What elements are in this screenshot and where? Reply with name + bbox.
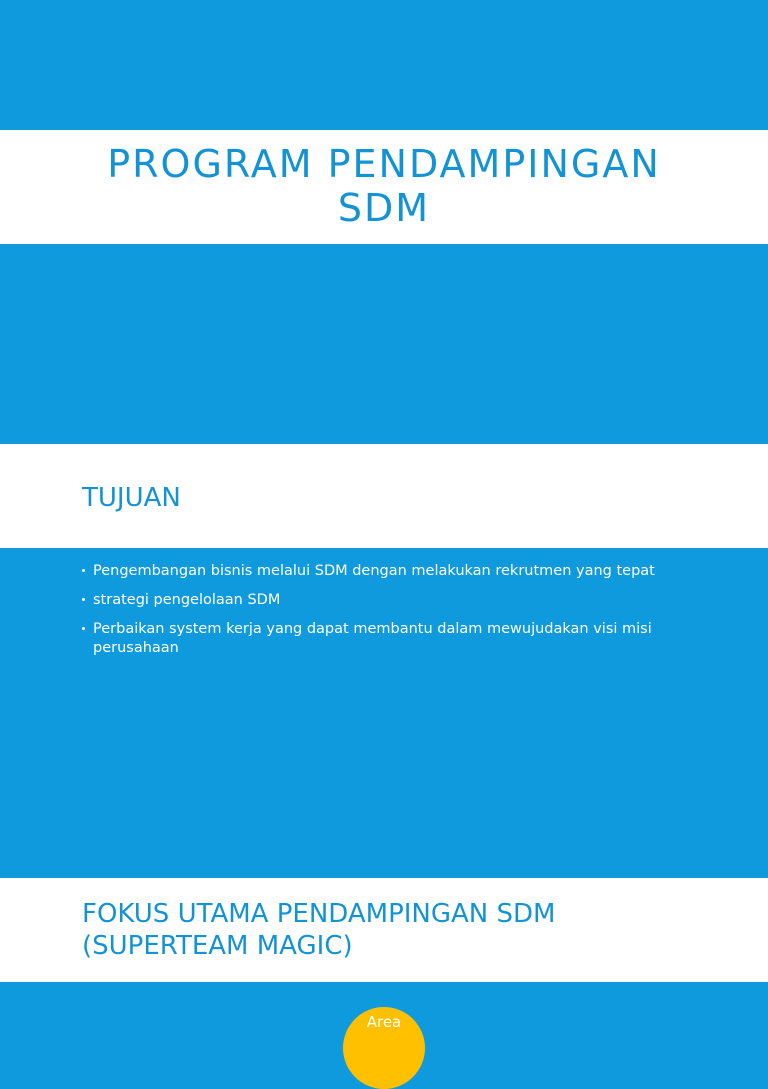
bullet-item xyxy=(82,620,682,658)
area-circle-label: Area xyxy=(366,1013,402,1031)
area-circle xyxy=(343,1007,425,1089)
bullet-item xyxy=(82,591,682,610)
bullet-text: Pengembangan bisnis melalui SDM dengan melakukan rekrutmen yang tepat xyxy=(93,563,655,579)
slide-2-title: TUJUAN xyxy=(82,483,181,513)
bullet-text: strategi pengelolaan SDM xyxy=(93,592,281,608)
slide-3-title xyxy=(82,898,702,962)
slide-3-title-line-2: (SUPERTEAM MAGIC) xyxy=(82,931,353,961)
bullet-list xyxy=(82,562,682,668)
slide-1-title xyxy=(0,142,768,230)
bullet-item xyxy=(82,562,682,581)
slide-1-title-line-1: PROGRAM PENDAMPINGAN xyxy=(107,142,661,186)
slide-3-title-line-1: FOKUS UTAMA PENDAMPINGAN SDM xyxy=(82,899,556,929)
bullet-dot-icon xyxy=(82,627,85,630)
bullet-text: Perbaikan system kerja yang dapat membantu dalam mewujudakan visi misi perusahaan xyxy=(93,621,652,656)
bullet-dot-icon xyxy=(82,569,85,572)
slide-1-title-line-2: SDM xyxy=(337,186,431,230)
bullet-dot-icon xyxy=(82,598,85,601)
